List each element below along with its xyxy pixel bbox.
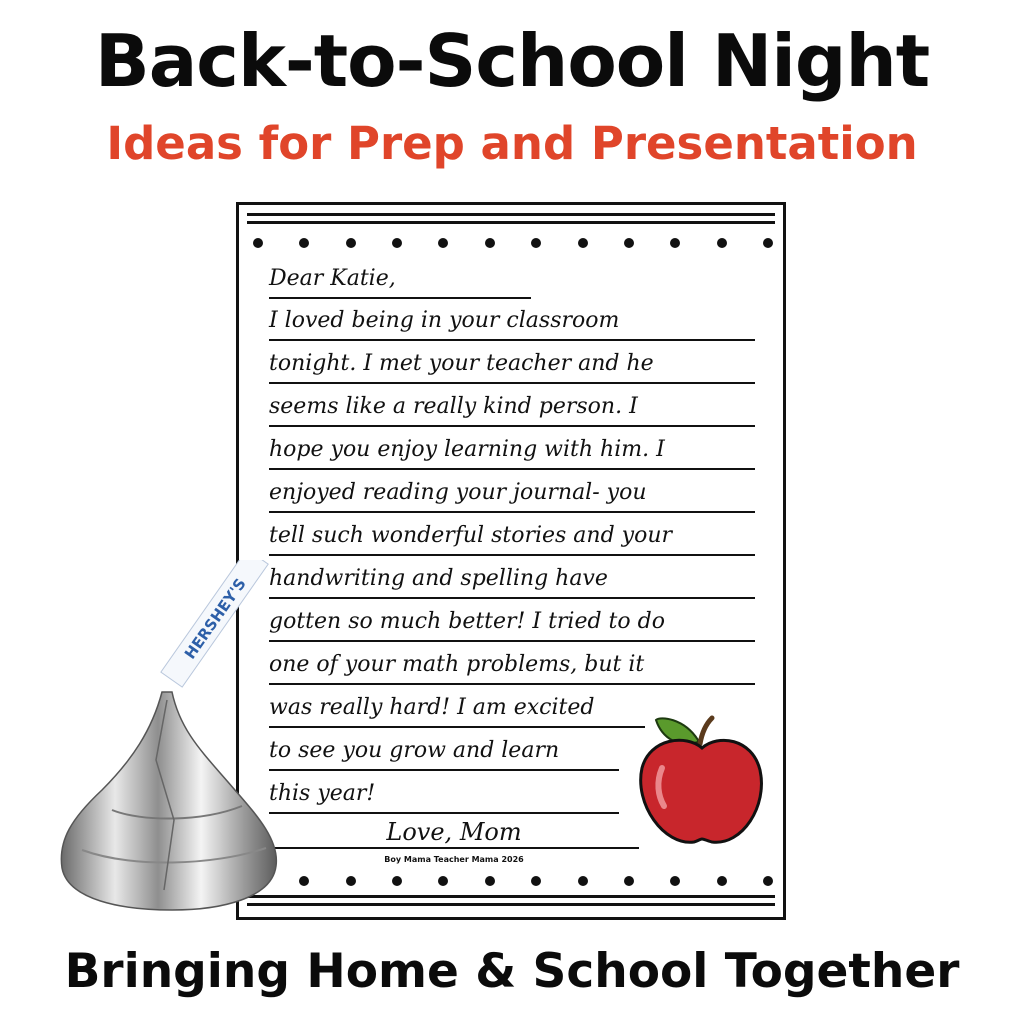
page-subtitle: Ideas for Prep and Presentation <box>106 117 918 170</box>
decorative-dot <box>299 876 309 886</box>
letter-credit: Boy Mama Teacher Mama 2026 <box>384 855 524 864</box>
decorative-dot <box>763 238 773 248</box>
kiss-wrapper-label: HERSHEY'S <box>180 574 250 663</box>
decorative-dot <box>346 238 356 248</box>
decorative-dot <box>485 238 495 248</box>
decorative-dot <box>392 238 402 248</box>
letter-line: seems like a really kind person. I <box>269 387 755 427</box>
top-rule-2 <box>247 221 775 224</box>
page-title: Back-to-School Night <box>94 19 930 103</box>
letter-line: one of your math problems, but it <box>269 645 755 685</box>
letter-line: this year! <box>269 774 619 814</box>
decorative-dot <box>438 876 448 886</box>
letter-line: Dear Katie, <box>269 259 531 299</box>
decorative-dot <box>531 876 541 886</box>
decorative-dot <box>253 238 263 248</box>
decorative-dot <box>438 238 448 248</box>
decorative-dot <box>299 238 309 248</box>
decorative-dot <box>578 238 588 248</box>
top-dot-row <box>253 237 773 249</box>
decorative-dot <box>670 238 680 248</box>
decorative-dot <box>670 876 680 886</box>
letter-line: tonight. I met your teacher and he <box>269 344 755 384</box>
chocolate-kiss-icon <box>52 560 282 930</box>
top-rule-1 <box>247 213 775 216</box>
letter-line: to see you grow and learn <box>269 731 619 771</box>
bottom-rule-2 <box>247 903 775 906</box>
apple-icon <box>636 712 768 850</box>
letter-line: was really hard! I am excited <box>269 688 645 728</box>
decorative-dot <box>763 876 773 886</box>
decorative-dot <box>346 876 356 886</box>
letter-line: I loved being in your classroom <box>269 301 755 341</box>
bottom-dot-row <box>253 875 773 887</box>
letter-line: gotten so much better! I tried to do <box>269 602 755 642</box>
decorative-dot <box>392 876 402 886</box>
letter-line: tell such wonderful stories and your <box>269 516 755 556</box>
letter-line: hope you enjoy learning with him. I <box>269 430 755 470</box>
bottom-rule-1 <box>247 895 775 898</box>
letter-signoff: Love, Mom <box>269 813 639 849</box>
decorative-dot <box>531 238 541 248</box>
letter-line: handwriting and spelling have <box>269 559 755 599</box>
footer-tagline: Bringing Home & School Together <box>64 944 960 999</box>
decorative-dot <box>624 876 634 886</box>
decorative-dot <box>624 238 634 248</box>
decorative-dot <box>485 876 495 886</box>
decorative-dot <box>717 876 727 886</box>
letter-line: enjoyed reading your journal- you <box>269 473 755 513</box>
decorative-dot <box>717 238 727 248</box>
decorative-dot <box>578 876 588 886</box>
